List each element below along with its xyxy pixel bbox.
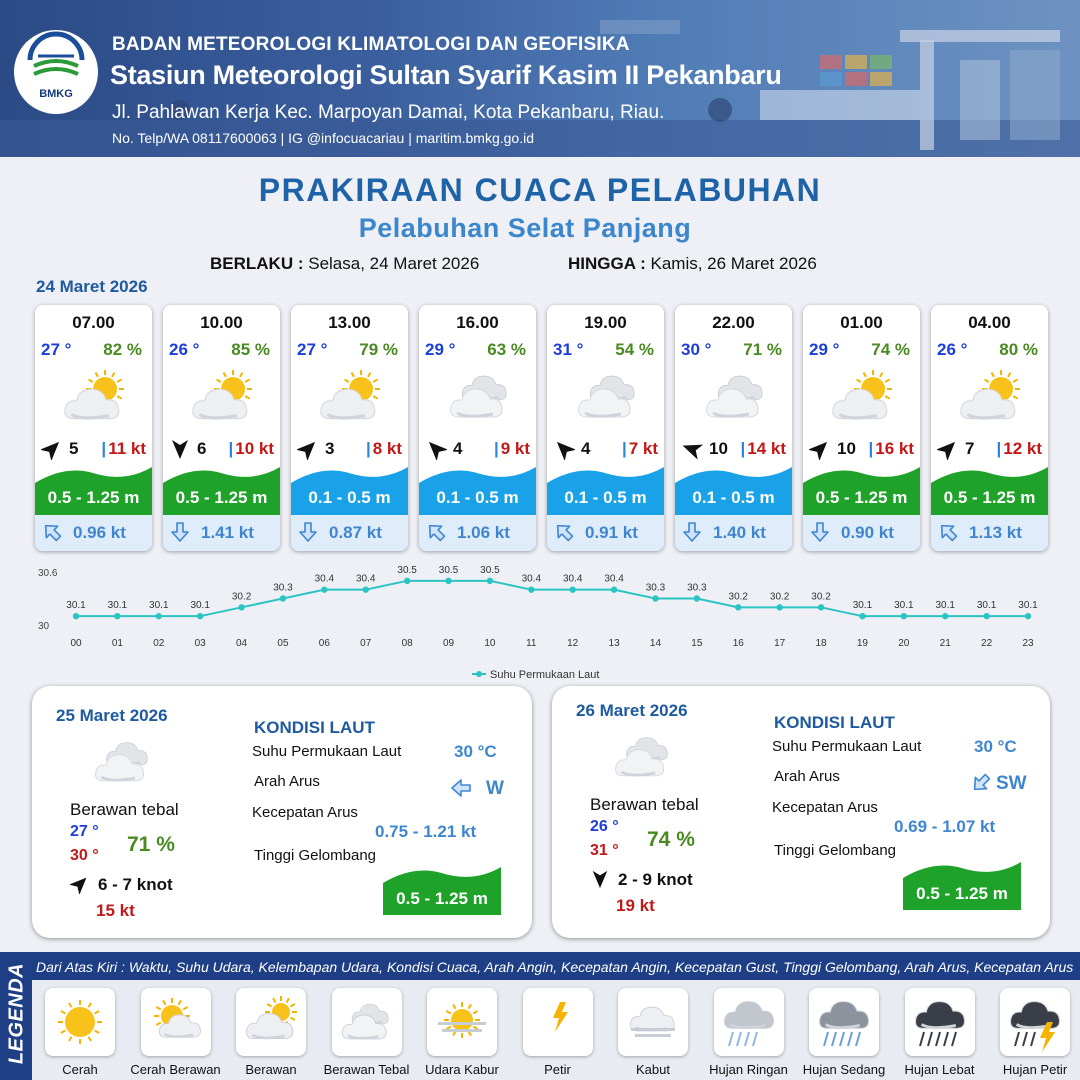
data-point bbox=[487, 578, 493, 584]
gust-speed: 10 kt bbox=[235, 439, 274, 458]
forecast-time: 01.00 bbox=[840, 313, 883, 332]
legend-item-label: Cerah bbox=[62, 1062, 98, 1077]
hourly-card bbox=[675, 305, 792, 551]
x-tick-label: 00 bbox=[70, 638, 82, 649]
validity-to-label: HINGGA : bbox=[568, 254, 646, 273]
data-label: 30.1 bbox=[852, 600, 873, 612]
air-temperature: 26 ° bbox=[169, 340, 200, 359]
gust-speed-group bbox=[366, 439, 402, 459]
data-point bbox=[114, 613, 120, 619]
station-contact: No. Telp/WA 08117600063 | IG @infocuacariau | maritim.bmkg.go.id bbox=[112, 130, 534, 146]
legend-side bbox=[0, 952, 32, 1080]
x-tick-label: 05 bbox=[277, 638, 289, 649]
berawan-tebal-icon bbox=[573, 369, 643, 429]
data-point bbox=[73, 613, 79, 619]
current-direction-label: Arah Arus bbox=[774, 768, 840, 785]
separator-icon: | bbox=[621, 439, 627, 458]
wind-direction-icon bbox=[681, 438, 703, 460]
legend-item-label: Hujan Petir bbox=[1002, 1062, 1068, 1077]
data-point bbox=[901, 613, 907, 619]
sst-label: Suhu Permukaan Laut bbox=[772, 738, 922, 755]
data-point bbox=[321, 586, 327, 592]
current-speed: 1.40 kt bbox=[713, 523, 766, 542]
gust-speed: 16 kt bbox=[875, 439, 914, 458]
x-tick-label: 01 bbox=[111, 638, 123, 649]
hourly-card bbox=[803, 305, 920, 551]
separator-icon: | bbox=[365, 439, 371, 458]
data-label: 30.1 bbox=[935, 600, 955, 612]
data-point bbox=[569, 586, 575, 592]
data-point bbox=[404, 578, 410, 584]
current-row bbox=[35, 515, 152, 551]
berawan-tebal-icon bbox=[88, 736, 158, 797]
current-speed: 0.96 kt bbox=[73, 523, 126, 542]
humidity: 63 % bbox=[487, 340, 526, 359]
temperature-min: 26 ° bbox=[590, 818, 619, 835]
x-tick-label: 15 bbox=[691, 638, 703, 649]
legend-item-label: Udara Kabur bbox=[425, 1062, 499, 1077]
current-row bbox=[803, 515, 920, 551]
down-arrow-icon bbox=[809, 521, 831, 543]
data-label: 30.4 bbox=[314, 573, 335, 585]
data-label: 30.5 bbox=[397, 564, 417, 576]
x-tick-label: 06 bbox=[318, 638, 330, 649]
wave-height: 0.1 - 0.5 m bbox=[692, 488, 775, 507]
current-row bbox=[931, 515, 1048, 551]
berawan-tebal-icon bbox=[445, 369, 515, 429]
data-label: 30.5 bbox=[480, 564, 500, 576]
cerah-berawan-icon bbox=[829, 369, 899, 429]
wind-direction-icon bbox=[70, 874, 90, 894]
x-tick-label: 09 bbox=[442, 638, 455, 649]
validity-to bbox=[568, 254, 817, 274]
data-label: 30.5 bbox=[438, 564, 459, 576]
wave-height: 0.5 - 1.25 m bbox=[175, 488, 268, 507]
humidity: 80 % bbox=[999, 340, 1038, 359]
x-tick-label: 04 bbox=[236, 638, 248, 649]
data-label: 30.3 bbox=[687, 582, 707, 594]
legend-marker bbox=[476, 671, 482, 677]
y-tick-label: 30.6 bbox=[38, 568, 58, 579]
wind-direction-icon bbox=[169, 438, 191, 460]
sun-cloud-icon bbox=[141, 988, 211, 1056]
humidity: 85 % bbox=[231, 340, 270, 359]
legend-item-label: Berawan Tebal bbox=[323, 1062, 410, 1077]
separator-icon: | bbox=[228, 439, 234, 458]
gust-speed: 9 kt bbox=[500, 439, 530, 458]
humidity: 54 % bbox=[615, 340, 654, 359]
x-tick-label: 12 bbox=[567, 638, 579, 649]
forecast-time: 04.00 bbox=[968, 313, 1011, 332]
data-point bbox=[652, 595, 658, 601]
data-label: 30.1 bbox=[894, 600, 914, 612]
current-speed-label: Kecepatan Arus bbox=[252, 804, 358, 821]
data-label: 30.4 bbox=[521, 573, 542, 585]
sea-condition-title: KONDISI LAUT bbox=[774, 713, 895, 732]
x-tick-label: 10 bbox=[484, 638, 496, 649]
hourly-card bbox=[35, 305, 152, 551]
wind-speed: 3 bbox=[325, 439, 335, 458]
sst-chart bbox=[30, 562, 1060, 687]
wave-height-label: Tinggi Gelombang bbox=[254, 847, 377, 864]
wind-direction-icon bbox=[937, 438, 959, 460]
air-temperature: 26 ° bbox=[937, 340, 968, 359]
data-point bbox=[528, 586, 534, 592]
hourly-card bbox=[547, 305, 664, 551]
wind-speed: 7 bbox=[965, 439, 975, 458]
data-label: 30.1 bbox=[149, 600, 169, 612]
gust-speed: 15 kt bbox=[96, 901, 135, 920]
data-point bbox=[694, 595, 700, 601]
series-line bbox=[76, 581, 1028, 616]
cerah-berawan-icon bbox=[317, 369, 387, 429]
condition-text: Berawan tebal bbox=[70, 800, 179, 819]
up-left-arrow-icon bbox=[937, 521, 959, 543]
legend-item-label: Hujan Sedang bbox=[802, 1062, 886, 1077]
data-label: 30.3 bbox=[273, 582, 293, 594]
legend-strip bbox=[32, 952, 1080, 980]
current-speed: 1.41 kt bbox=[201, 523, 254, 542]
current-row bbox=[163, 515, 280, 551]
validity-from-label: BERLAKU : bbox=[210, 254, 304, 273]
humidity: 74 % bbox=[647, 828, 695, 851]
y-tick-label: 30 bbox=[38, 621, 50, 632]
legend-item-label: Kabut bbox=[636, 1062, 670, 1077]
data-point bbox=[776, 604, 782, 610]
legend-item-label: Petir bbox=[544, 1062, 571, 1077]
wave-height: 0.5 - 1.25 m bbox=[916, 884, 1008, 903]
bmkg-emblem-icon bbox=[14, 30, 98, 90]
moderate-rain-icon bbox=[809, 988, 879, 1056]
data-point bbox=[238, 604, 244, 610]
humidity: 71 % bbox=[743, 340, 782, 359]
gust-speed: 8 kt bbox=[372, 439, 402, 458]
gust-speed-group bbox=[996, 439, 1042, 459]
data-label: 30.2 bbox=[231, 591, 252, 603]
bmkg-logo bbox=[14, 30, 98, 114]
data-label: 30.1 bbox=[190, 600, 210, 612]
station-address: Jl. Pahlawan Kerja Kec. Marpoyan Damai, Kota Pekanbaru, Riau. bbox=[112, 102, 665, 123]
x-tick-label: 23 bbox=[1022, 638, 1034, 649]
data-point bbox=[818, 604, 824, 610]
data-point bbox=[735, 604, 741, 610]
x-tick-label: 11 bbox=[526, 638, 537, 649]
separator-icon: | bbox=[996, 439, 1002, 458]
up-left-arrow-icon bbox=[41, 521, 63, 543]
data-point bbox=[280, 595, 286, 601]
air-temperature: 29 ° bbox=[809, 340, 840, 359]
data-label: 30.1 bbox=[976, 600, 997, 612]
wind-direction-icon bbox=[425, 438, 447, 460]
data-point bbox=[611, 586, 617, 592]
gust-speed-group bbox=[228, 439, 274, 459]
legend-item-label: Hujan Lebat bbox=[904, 1062, 975, 1077]
forecast-time: 16.00 bbox=[456, 313, 499, 332]
daily-panel bbox=[552, 686, 1050, 938]
station-name: Stasiun Meteorologi Sultan Syarif Kasim II Pekanbaru bbox=[110, 60, 782, 90]
forecast-time: 10.00 bbox=[200, 313, 243, 332]
gust-speed-group bbox=[101, 439, 146, 459]
validity-from-value: Selasa, 24 Maret 2026 bbox=[308, 254, 480, 273]
wave-height: 0.5 - 1.25 m bbox=[396, 889, 488, 908]
current-speed: 0.91 kt bbox=[585, 523, 638, 542]
forecast-time: 19.00 bbox=[584, 313, 627, 332]
x-tick-label: 16 bbox=[732, 638, 744, 649]
wind-direction-icon bbox=[297, 438, 319, 460]
down-left-arrow-icon bbox=[970, 772, 992, 799]
wave-height: 0.5 - 1.25 m bbox=[943, 488, 1036, 507]
wind-direction-icon bbox=[590, 869, 610, 889]
current-speed: 0.87 kt bbox=[329, 523, 382, 542]
down-arrow-icon bbox=[169, 521, 191, 543]
data-point bbox=[983, 613, 989, 619]
forecast-time: 22.00 bbox=[712, 313, 755, 332]
gust-speed-group bbox=[622, 439, 658, 459]
legend-description: Dari Atas Kiri : Waktu, Suhu Udara, Kelembapan Udara, Kondisi Cuaca, Arah Angin, Kecepatan Angin, Kecepatan Gust, Tinggi Gelombang, Arah Arus, Kecepatan Arus bbox=[36, 959, 1074, 975]
legend-item-label: Cerah Berawan bbox=[130, 1062, 221, 1077]
cloud-sun-icon bbox=[236, 988, 306, 1056]
hourly-card bbox=[419, 305, 536, 551]
gust-speed: 14 kt bbox=[747, 439, 786, 458]
data-label: 30.1 bbox=[1018, 600, 1038, 612]
daily-panel bbox=[32, 686, 532, 938]
gust-speed-group bbox=[740, 439, 786, 459]
air-temperature: 27 ° bbox=[297, 340, 328, 359]
gust-speed: 12 kt bbox=[1003, 439, 1042, 458]
data-label: 30.4 bbox=[562, 573, 583, 585]
air-temperature: 30 ° bbox=[681, 340, 712, 359]
cerah-berawan-icon bbox=[189, 369, 259, 429]
current-direction-label: Arah Arus bbox=[254, 773, 320, 790]
data-point bbox=[156, 613, 162, 619]
panel-date: 26 Maret 2026 bbox=[576, 701, 688, 720]
hourly-card bbox=[291, 305, 408, 551]
down-arrow-icon bbox=[297, 521, 319, 543]
humidity: 82 % bbox=[103, 340, 142, 359]
current-speed-label: Kecepatan Arus bbox=[772, 799, 878, 816]
wave-height: 0.5 - 1.25 m bbox=[47, 488, 140, 507]
wind-speed: 6 bbox=[197, 439, 207, 458]
cerah-berawan-icon bbox=[957, 369, 1027, 429]
wind-speed: 5 bbox=[69, 439, 79, 458]
gust-speed: 7 kt bbox=[628, 439, 658, 458]
left-arrow-icon bbox=[450, 777, 472, 804]
current-speed: 0.90 kt bbox=[841, 523, 894, 542]
data-point bbox=[197, 613, 203, 619]
forecast-time: 13.00 bbox=[328, 313, 371, 332]
gust-speed-group bbox=[494, 439, 530, 459]
x-tick-label: 17 bbox=[774, 638, 786, 649]
data-label: 30.1 bbox=[107, 600, 128, 612]
x-tick-label: 14 bbox=[649, 638, 662, 649]
up-left-arrow-icon bbox=[425, 521, 447, 543]
legend-label: Suhu Permukaan Laut bbox=[490, 669, 600, 681]
condition-text: Berawan tebal bbox=[590, 795, 699, 814]
heavy-rain-icon bbox=[905, 988, 975, 1056]
sun-icon bbox=[45, 988, 115, 1056]
fog-icon bbox=[618, 988, 688, 1056]
temperature-min: 27 ° bbox=[70, 823, 99, 840]
agency-name: BADAN METEOROLOGI KLIMATOLOGI DAN GEOFISIKA bbox=[112, 34, 630, 55]
separator-icon: | bbox=[493, 439, 499, 458]
current-row bbox=[291, 515, 408, 551]
temperature-max: 31 ° bbox=[590, 842, 619, 859]
forecast-time: 07.00 bbox=[72, 313, 115, 332]
current-direction: SW bbox=[996, 773, 1027, 794]
day1-date: 24 Maret 2026 bbox=[36, 277, 148, 296]
wave-height: 0.1 - 0.5 m bbox=[308, 488, 391, 507]
page-title: PRAKIRAAN CUACA PELABUHAN bbox=[258, 172, 822, 208]
berawan-tebal-icon bbox=[608, 731, 678, 792]
logo-text: BMKG bbox=[39, 88, 73, 100]
current-row bbox=[675, 515, 792, 551]
wind-direction-icon bbox=[553, 438, 575, 460]
berawan-tebal-icon bbox=[701, 369, 771, 429]
x-tick-label: 18 bbox=[815, 638, 827, 649]
lightning-icon bbox=[523, 988, 593, 1056]
sea-condition-title: KONDISI LAUT bbox=[254, 718, 375, 737]
haze-icon bbox=[427, 988, 497, 1056]
x-tick-label: 19 bbox=[856, 638, 868, 649]
data-label: 30.2 bbox=[769, 591, 790, 603]
sst-value: 30 °C bbox=[974, 737, 1017, 756]
current-speed: 1.13 kt bbox=[969, 523, 1022, 542]
legend bbox=[0, 952, 1080, 1080]
data-point bbox=[859, 613, 865, 619]
separator-icon: | bbox=[740, 439, 746, 458]
thunderstorm-icon bbox=[1000, 988, 1070, 1056]
wind-direction-icon bbox=[809, 438, 831, 460]
separator-icon: | bbox=[101, 439, 107, 458]
data-point bbox=[942, 613, 948, 619]
humidity: 74 % bbox=[871, 340, 910, 359]
current-row bbox=[547, 515, 664, 551]
wind-speed: 4 bbox=[453, 439, 463, 458]
x-tick-label: 13 bbox=[608, 638, 620, 649]
x-tick-label: 02 bbox=[153, 638, 165, 649]
thick-cloud-icon bbox=[332, 988, 402, 1056]
wave-height-label: Tinggi Gelombang bbox=[774, 842, 897, 859]
current-speed-range: 0.69 - 1.07 kt bbox=[894, 817, 996, 836]
x-tick-label: 03 bbox=[194, 638, 206, 649]
validity-from bbox=[210, 254, 479, 274]
temperature-max: 30 ° bbox=[70, 847, 99, 864]
wind-speed: 4 bbox=[581, 439, 591, 458]
wind-speed: 2 - 9 knot bbox=[618, 870, 693, 889]
x-tick-label: 22 bbox=[981, 638, 993, 649]
wave-height: 0.5 - 1.25 m bbox=[815, 488, 908, 507]
wave-height: 0.1 - 0.5 m bbox=[436, 488, 519, 507]
panel-date: 25 Maret 2026 bbox=[56, 706, 168, 725]
air-temperature: 27 ° bbox=[41, 340, 72, 359]
wind-speed: 6 - 7 knot bbox=[98, 875, 173, 894]
separator-icon: | bbox=[868, 439, 874, 458]
data-label: 30.4 bbox=[604, 573, 624, 585]
legend-item-label: Hujan Ringan bbox=[709, 1062, 788, 1077]
cerah-berawan-icon bbox=[61, 369, 131, 429]
wind-speed: 10 bbox=[837, 439, 856, 458]
data-label: 30.3 bbox=[645, 582, 666, 594]
data-point bbox=[363, 586, 369, 592]
humidity: 79 % bbox=[359, 340, 398, 359]
wind-speed: 10 bbox=[709, 439, 728, 458]
current-row bbox=[419, 515, 536, 551]
port-name: Pelabuhan Selat Panjang bbox=[358, 213, 692, 243]
wave-height: 0.1 - 0.5 m bbox=[564, 488, 647, 507]
legend-title: LEGENDA bbox=[5, 962, 28, 1065]
air-temperature: 31 ° bbox=[553, 340, 584, 359]
hourly-card bbox=[163, 305, 280, 551]
data-label: 30.2 bbox=[728, 591, 748, 603]
data-label: 30.1 bbox=[66, 600, 86, 612]
x-tick-label: 08 bbox=[401, 638, 413, 649]
light-rain-icon bbox=[714, 988, 784, 1056]
data-point bbox=[1025, 613, 1031, 619]
header-banner bbox=[0, 0, 1080, 157]
down-arrow-icon bbox=[681, 521, 703, 543]
air-temperature: 29 ° bbox=[425, 340, 456, 359]
gust-speed: 11 kt bbox=[108, 439, 146, 458]
x-tick-label: 20 bbox=[898, 638, 910, 649]
sst-value: 30 °C bbox=[454, 742, 497, 761]
validity-to-value: Kamis, 26 Maret 2026 bbox=[650, 254, 817, 273]
current-speed: 1.06 kt bbox=[457, 523, 510, 542]
x-tick-label: 07 bbox=[360, 638, 372, 649]
current-speed-range: 0.75 - 1.21 kt bbox=[375, 822, 477, 841]
data-label: 30.2 bbox=[811, 591, 831, 603]
current-direction: W bbox=[486, 778, 504, 799]
x-tick-label: 21 bbox=[939, 638, 951, 649]
data-point bbox=[445, 578, 451, 584]
up-left-arrow-icon bbox=[553, 521, 575, 543]
gust-speed: 19 kt bbox=[616, 896, 655, 915]
data-label: 30.4 bbox=[356, 573, 376, 585]
humidity: 71 % bbox=[127, 833, 175, 856]
legend-item-label: Berawan bbox=[245, 1062, 297, 1077]
sst-label: Suhu Permukaan Laut bbox=[252, 743, 402, 760]
hourly-card bbox=[931, 305, 1048, 551]
wind-direction-icon bbox=[41, 438, 63, 460]
gust-speed-group bbox=[868, 439, 914, 459]
